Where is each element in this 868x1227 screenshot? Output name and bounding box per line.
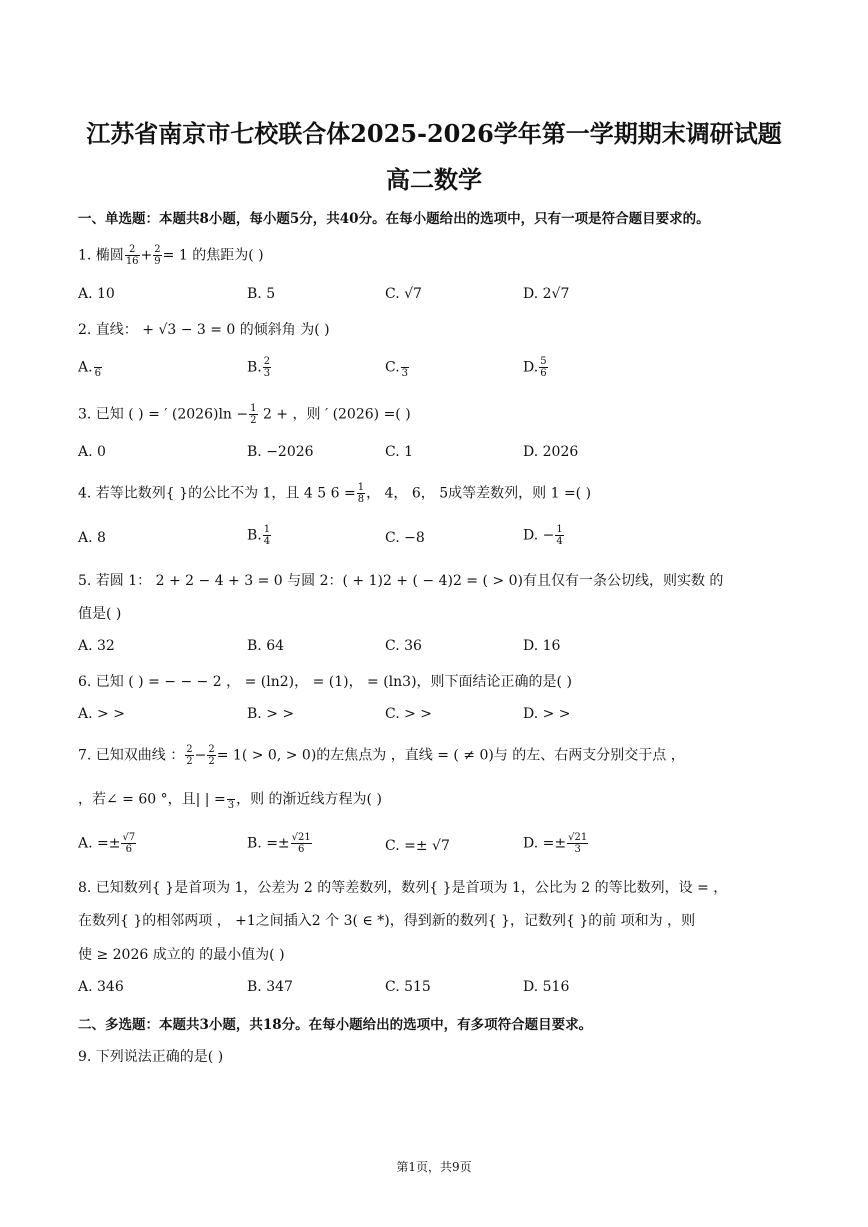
q5-option-d: D. 16 [523,638,561,654]
q1-option-a: A. 10 [78,286,115,302]
q5-option-b: B. 64 [247,638,285,654]
q3-option-c: C. 1 [385,444,414,460]
question-2: 2. 直线： + √3 − 3 = 0 的倾斜角 为( ) [78,322,330,338]
q6-option-a: A. > > [78,706,125,722]
question-5-cont: 值是( ) [78,606,122,622]
q4-option-d: D. − $\frac{1}{4}$ [523,524,563,547]
q3-option-d: D. 2026 [523,444,579,460]
q5-option-c: C. 36 [385,638,422,654]
question-7: 7. 已知双曲线 ： $\frac{2}{2}$ − $\frac{2}{2}$ = 1( > 0, > 0)的左焦点为 ，直线 = ( ≠ 0)与 的左、右两支分别交于点 ， [78,744,685,767]
q3-option-a: A. 0 [78,444,106,460]
q2-option-c: C. 3 [385,356,410,379]
q3-option-b: B. −2026 [247,444,314,460]
q8-option-b: B. 347 [247,979,293,995]
question-8-cont2: 使 ≥ 2026 成立的 的最小值为( ) [78,947,285,963]
q4-option-b: B. $\frac{1}{4}$ [247,524,271,547]
q7-option-b: B. =± $\frac{√21}{6}$ [247,832,311,855]
page-footer: 第1页，共9页 [396,1160,472,1174]
q8-option-c: C. 515 [385,979,431,995]
q1-option-c: C. √7 [385,286,422,302]
question-6: 6. 已知 ( ) = − − − 2 ， = (ln2)， = (1)， = (ln3)，则下面结论正确的是( ) [78,674,572,690]
section-single-choice: 一、单选题：本题共8小题，每小题5分，共40分。在每小题给出的选项中，只有一项是符合题目要求的。 [78,211,710,227]
question-3: 3. 已知 ( ) = ′ (2026)ln − $\frac{1}{2}$ 2 + ，则 ′ (2026) =( ) [78,403,411,426]
q2-option-d: D. $\frac{5}{6}$ [523,356,547,379]
page-title: 江苏省南京市七校联合体2025-2026学年第一学期期末调研试题 [86,119,782,148]
q2-option-b: B. $\frac{2}{3}$ [247,356,271,379]
question-8-cont1: 在数列{ }的相邻两项 ， +1之间插入2 个 3( ∈ *)，得到新的数列{ }，记数列{ }的前 项和为 ，则 [78,913,696,929]
q2-option-a: A. 6 [78,356,103,379]
q8-option-a: A. 346 [78,979,124,995]
q4-option-a: A. 8 [78,530,106,546]
q1-option-d: D. 2√7 [523,286,570,302]
q5-option-a: A. 32 [78,638,115,654]
page-subtitle: 高二数学 [386,165,482,194]
question-5: 5. 若圆 1： 2 + 2 − 4 + 3 = 0 与圆 2：( + 1)2 + ( − 4)2 = ( > 0)有且仅有一条公切线，则实数 的 [78,573,724,589]
q7-option-c: C. =± √7 [385,838,450,854]
q4-option-c: C. −8 [385,530,425,546]
question-1: 1. 椭圆 $\frac{2}{16}$ + $\frac{2}{9}$ = 1 的焦距为( ) [78,244,264,267]
question-8: 8. 已知数列{ }是首项为 1，公差为 2 的等差数列，数列{ }是首项为 1，公比为 2 的等比数列，设 = ， [78,880,728,896]
question-4: 4. 若等比数列{ }的公比不为 1，且 4 5 6 = $\frac{1}{8}$ ， 4， 6， 5成等差数列，则 1 =( ) [78,482,592,505]
q7-option-d: D. =± $\frac{√21}{3}$ [523,832,588,855]
q6-option-c: C. > > [385,706,433,722]
q6-option-d: D. > > [523,706,571,722]
question-9: 9. 下列说法正确的是( ) [78,1049,224,1065]
q6-option-b: B. > > [247,706,295,722]
q1-option-b: B. 5 [247,286,276,302]
question-7-cont: ，若∠ = 60 °，且| | = 3 ，则 的渐近线方程为( ) [78,788,382,811]
q8-option-d: D. 516 [523,979,570,995]
section-multi-choice: 二、多选题：本题共3小题，共18分。在每小题给出的选项中，有多项符合题目要求。 [78,1017,593,1033]
q7-option-a: A. =± $\frac{√7}{6}$ [78,832,136,855]
